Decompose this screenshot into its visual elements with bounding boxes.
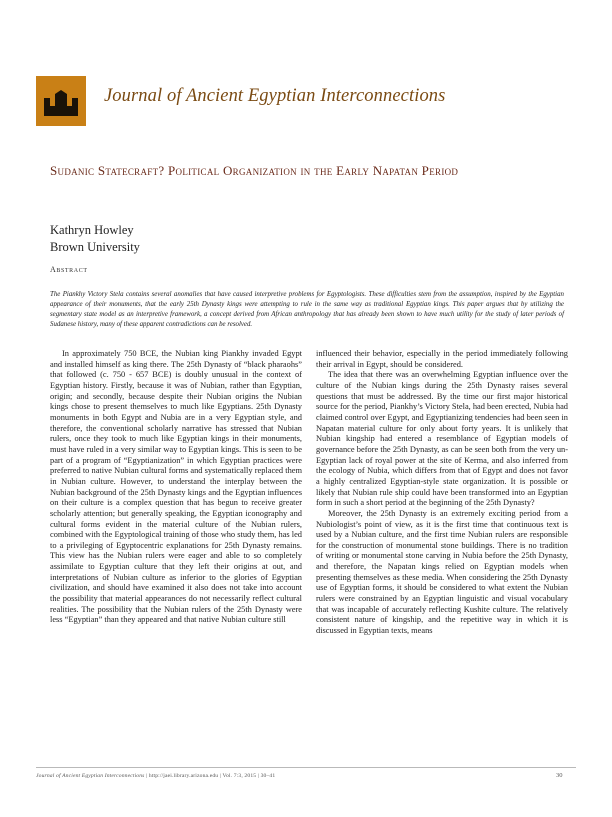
body-paragraph: Moreover, the 25th Dynasty is an extremely exciting period from a Nubiologist’s point of view, as it is the first time that continuous text is used by a Nubian culture, and the first time Nubian rulers are responsible for the construction of monumental stone buildings. There is no tradition of writing or monumental stone carving in Nubia before the 25th Dynasty, and therefore, the Napatan kings relied on Egyptian models when presenting themselves as these media. When considering the 25th Dynasty use of Egyptian forms, it should be considered to what extent the Nubian rulers were constrained by an Egyptian linguistic and visual vocabulary that was incapable of accurately reflecting Kushite culture. The relatively consistent nature of kingship, and the repetitive way in which it is discussed in Egyptian texts, means [316, 508, 568, 636]
body-paragraph: In approximately 750 BCE, the Nubian king Piankhy invaded Egypt and installed himself as king there. The 25th Dynasty of “black pharaohs” that followed (c. 750 - 657 BCE) is doubly unusual in the context of Egyptian history. Firstly, because it was of Nubian, rather than Egyptian, origin; and secondly, because despite their Nubian origins the Nubian kings chose to present themselves to much like Egyptians. 25th Dynasty monuments in both Egypt and Nubia are in a very Egyptian style, and therefore, the conventional scholarly narrative has stressed that Nubian rulers, once they took to much like Egyptian kings in their monuments, must have ruled in a very similar way to Egyptian kings. This is seen to be part of a program of “Egyptianization” in which Egyptian practices were preferred to native Nubian cultural forms and systematically replaced them in Nubian culture. However, to understand the interplay between the Nubian background of the 25th Dynasty kings and the Egyptian influences on their culture is a complex question that has begun to receive greater scholarly attention; but generally speaking, the Egyptian iconography and cultural forms evident in the material culture of the Nubian rulers, combined with the Egyptological training of those who study them, has led to a privileging of Egyptocentric explanations for 25th Dynasty remains. This view has the Nubian rulers were eager and able to so completely assimilate to Egyptian culture that they left their origins at out, and interpretations of Nubian culture as inferior to the glories of Egyptian civilization, and should have examined it also does not take into account the possibility that material appearances do not necessarily reflect cultural realities. The possibility that the Nubian rulers of the 25th Dynasty were less “Egyptian” than they appeared and that native Nubian culture still [50, 349, 302, 625]
body-column-left [50, 349, 302, 725]
footer-details[interactable]: | http://jaei.library.arizona.edu | Vol. 7:3, 2015 | 30–41 [144, 773, 276, 779]
journal-title[interactable]: Journal of Ancient Egyptian Interconnections [104, 86, 446, 106]
crown-icon [36, 76, 86, 126]
body-column-right [316, 349, 568, 725]
author-name: Kathryn Howley [50, 223, 134, 237]
footer-journal-name: Journal of Ancient Egyptian Interconnections [36, 773, 145, 779]
body-paragraph: influenced their behavior, especially in the period immediately following their arrival in Egypt, should be considered. [316, 349, 568, 369]
footer-citation [36, 773, 275, 779]
author-affiliation: Brown University [50, 240, 140, 254]
article-title: Sudanic Statecraft? Political Organization in the Early Napatan Period [50, 163, 459, 178]
page-number: 30 [556, 772, 563, 779]
author-block [50, 222, 140, 256]
footer-rule [36, 767, 576, 768]
body-paragraph: The idea that there was an overwhelming Egyptian influence over the culture of the Nubian kings during the 25th Dynasty raises several questions that must be addressed. By the time our first major historical source for the period, Piankhy’s Victory Stela, had been erected, Nubia had claimed control over Egypt, and Egyptianizing tendencies had been seen in Napatan material culture for only about forty years. It is unlikely that Nubian kingship had entered a resemblance of Egyptian models of governance before the 25th Dynasty, as can be seen both from the very un-Egyptian lack of royal power at the site of Kerma, and also inferred from the ecology of Nubia, which differs from that of Egypt and does not favor a highly centralized Egyptian-style state organization. It is possible or likely that Nubian rule ship could have been transformed into an Egyptian form in such a short period at the beginning of the 25th Dynasty? [316, 370, 568, 508]
abstract-heading: Abstract [50, 265, 88, 274]
journal-logo [36, 76, 86, 126]
abstract-text: The Piankhy Victory Stela contains several anomalies that have caused interpretive problems for Egyptologists. These difficulties stem from the assumption, inspired by the Egyptian appearance of their monuments, that the early 25th Dynasty kings were attempting to rule in the same way as traditional Egyptian kings. This paper argues that by utilizing the segmentary state model as an interpretive framework, a concept derived from African anthropology that has already been shown to have much utility for the study of later periods of Sudanese history, many of these apparent contradictions can be resolved. [50, 291, 564, 329]
